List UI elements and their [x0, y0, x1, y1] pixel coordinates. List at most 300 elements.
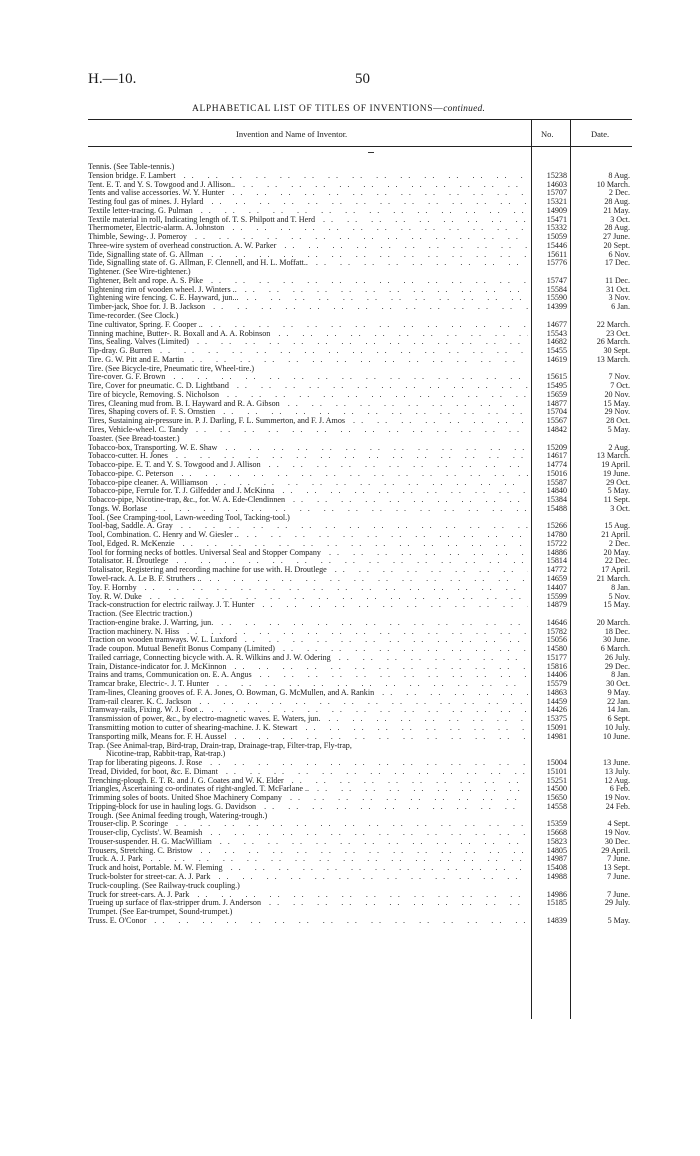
invention-title: Tires, Vehicle-wheel. C. Tandy .. ..: [88, 426, 528, 435]
patent-date: 6 March.: [600, 644, 630, 654]
table-header-rule: [88, 146, 632, 147]
column-header-date: Date.: [591, 129, 610, 139]
list-item: [0, 803, 700, 812]
invention-title: Transmitting motion to cutter of shearing-machine. J. K. Stewart .. ..: [88, 724, 528, 733]
list-item: [0, 277, 700, 286]
invention-title: Tide, Signalling state of. G. Allman, F. Clennell, and H. L. Moffatt.. .. ..: [88, 259, 528, 268]
list-item: [0, 864, 700, 873]
patent-number: 14772: [546, 565, 567, 575]
patent-date: 5 May.: [607, 915, 630, 925]
patent-number: 14909: [546, 205, 567, 215]
list-item: [0, 750, 700, 759]
patent-number: 14886: [546, 547, 567, 557]
list-item: [0, 286, 700, 295]
patent-number: 15321: [546, 197, 567, 207]
list-item: [0, 251, 700, 260]
patent-date: 5 May.: [607, 424, 630, 434]
page-number: 50: [355, 71, 370, 87]
invention-title: Tires, Shaping covers of. F. S. Ornstien .. ..: [88, 408, 528, 417]
patent-number: 14774: [546, 460, 567, 470]
patent-number: 15776: [546, 258, 567, 268]
invention-title: Testing foul gas of mines. J. Hylard .. ..: [88, 198, 528, 207]
patent-date: 21 April.: [601, 530, 630, 540]
patent-date: 19 Nov.: [604, 828, 630, 838]
patent-number: 15471: [546, 214, 567, 224]
patent-date: 27 June.: [603, 232, 630, 242]
list-item: [0, 330, 700, 339]
patent-number: 15016: [546, 468, 567, 478]
patent-number: 15599: [546, 591, 567, 601]
list-item: [0, 891, 700, 900]
column-header-invention: Invention and Name of Inventor.: [236, 129, 348, 139]
invention-title: Trenching-plough. E. T. R. and J. G. Coates and W. K. Elder .. ..: [88, 777, 528, 786]
invention-title: Trumpet. (See Ear-trumpet, Sound-trumpet.): [88, 908, 233, 917]
list-item: [0, 593, 700, 602]
list-item: [0, 216, 700, 225]
list-item: [0, 636, 700, 645]
patent-number: 15814: [546, 556, 567, 566]
invention-title: Trouser-clip. P. Scoringe .. ..: [88, 820, 528, 829]
invention-title: Tongs. W. Borlase .. ..: [88, 505, 528, 514]
patent-date: 2 Dec.: [608, 188, 630, 198]
list-item: [0, 847, 700, 856]
patent-number: 15251: [546, 775, 567, 785]
invention-title: Train, Distance-indicator for. J. McKinnon .. ..: [88, 663, 528, 672]
patent-number: 15615: [546, 372, 567, 382]
list-item: [0, 855, 700, 864]
list-item: [0, 628, 700, 637]
list-item: [0, 645, 700, 654]
list-item: [0, 181, 700, 190]
invention-title: Traction machinery. N. Hiss .. ..: [88, 628, 528, 637]
invention-title: Trailed carriage, Connecting bicycle with. A. R. Wilkins and J. W. Odering .. ..: [88, 654, 528, 663]
patent-number: 15004: [546, 758, 567, 768]
patent-date: 9 May.: [607, 687, 630, 697]
patent-number: 14986: [546, 889, 567, 899]
patent-date: 21 May.: [603, 205, 630, 215]
patent-date: 7 June.: [607, 872, 630, 882]
list-item: [0, 233, 700, 242]
patent-number: 14987: [546, 854, 567, 864]
patent-number: 15584: [546, 284, 567, 294]
list-item: [0, 294, 700, 303]
list-item: [0, 400, 700, 409]
patent-number: 14558: [546, 801, 567, 811]
invention-title: Traction on wooden tramways. W. L. Luxford .. ..: [88, 636, 528, 645]
patent-number: 15747: [546, 275, 567, 285]
list-item: [0, 505, 700, 514]
invention-title: Tins, Sealing. Valves (Limited) .. ..: [88, 338, 528, 347]
column-header-no: No.: [541, 129, 554, 139]
patent-number: 14426: [546, 705, 567, 715]
patent-number: 15446: [546, 240, 567, 250]
patent-number: 15722: [546, 538, 567, 548]
list-item: [0, 163, 700, 172]
invention-title: Textile material in roll, Indicating length of. T. S. Philpott and T. Herd .. ..: [88, 216, 528, 225]
patent-number: 14603: [546, 179, 567, 189]
invention-title: Tennis. (See Table-tennis.): [88, 163, 175, 171]
patent-date: 30 Oct.: [606, 679, 630, 689]
header-dash: [368, 152, 374, 153]
invention-title: Tramcar brake, Electric-. J. T. Hunter .. ..: [88, 680, 528, 689]
patent-date: 22 March.: [596, 319, 630, 329]
invention-title: Tire. (See Bicycle-tire, Pneumatic tire, Wheel-tire.): [88, 364, 255, 373]
patent-date: 28 Aug.: [604, 197, 630, 207]
patent-date: 12 Aug.: [604, 775, 630, 785]
patent-date: 29 Nov.: [604, 407, 630, 417]
patent-number: 15209: [546, 442, 567, 452]
list-item: [0, 566, 700, 575]
patent-date: 7 Nov.: [608, 372, 630, 382]
invention-title: Time-recorder. (See Clock.): [88, 312, 179, 321]
list-item: [0, 540, 700, 549]
patent-date: 10 March.: [596, 179, 630, 189]
patent-number: 15782: [546, 626, 567, 636]
invention-title: Totalisator, Registering and recording machine for use with. H. Droutlege .. ..: [88, 566, 528, 575]
patent-date: 5 Nov.: [608, 591, 630, 601]
list-item: [0, 198, 700, 207]
list-item: [0, 777, 700, 786]
invention-title: Tire-cover. G. F. Brown .. ..: [88, 373, 528, 382]
list-item: [0, 224, 700, 233]
patent-date: 21 March.: [596, 573, 630, 583]
patent-number: 15567: [546, 416, 567, 426]
invention-title: Truss. E. O'Conor .. ..: [88, 917, 528, 926]
caption-continued: continued.: [443, 104, 486, 114]
patent-number: 15455: [546, 346, 567, 356]
patent-date: 13 June.: [603, 758, 630, 768]
list-item: [0, 654, 700, 663]
invention-title: Toy. F. Hornby .. ..: [88, 584, 528, 593]
patent-number: 14617: [546, 451, 567, 461]
patent-number: 15266: [546, 521, 567, 531]
patent-date: 26 March.: [596, 337, 630, 347]
patent-number: 15579: [546, 679, 567, 689]
list-item: [0, 619, 700, 628]
list-item: [0, 242, 700, 251]
patent-number: 14988: [546, 872, 567, 882]
patent-date: 30 June.: [603, 635, 630, 645]
patent-date: 11 Dec.: [605, 275, 630, 285]
patent-date: 6 Nov.: [608, 249, 630, 259]
patent-number: 15101: [546, 766, 567, 776]
invention-title: Thermometer, Electric-alarm. A. Johnston .. ..: [88, 224, 528, 233]
list-item: [0, 733, 700, 742]
list-item: [0, 882, 700, 891]
invention-title: Tobacco-pipe cleaner. A. Williamson .. ..: [88, 479, 528, 488]
invention-title: Traction-engine brake. J. Warring, jun. .. ..: [88, 619, 528, 628]
list-item: [0, 829, 700, 838]
patent-date: 10 July.: [604, 723, 630, 732]
list-item: [0, 189, 700, 198]
list-item: [0, 768, 700, 777]
list-item: [0, 698, 700, 707]
invention-title: Timber-jack, Shoe for. J. B. Jackson .. ..: [88, 303, 528, 312]
invention-title: Tide, Signalling state of. G. Allman .. ..: [88, 251, 528, 260]
list-item: [0, 268, 700, 277]
invention-title: Trap. (See Animal-trap, Bird-trap, Drain-trap, Drainage-trap, Filter-trap, Fly-trap,: [88, 741, 352, 750]
patent-number: 15495: [546, 381, 567, 391]
patent-date: 29 April.: [601, 845, 630, 855]
patent-date: 15 Aug.: [604, 521, 630, 531]
patent-date: 6 Jan.: [611, 302, 630, 312]
patent-date: 19 April.: [601, 460, 630, 470]
patent-number: 14407: [546, 582, 567, 592]
patent-number: 14619: [546, 354, 567, 364]
invention-title: Tent. E. T. and Y. S. Towgood and J. Allison.. .. ..: [88, 181, 528, 190]
list-item: [0, 715, 700, 724]
patent-number: 14805: [546, 845, 567, 855]
invention-title: Truck-bolster for street-car. A. J. Park .. ..: [88, 873, 528, 882]
patent-date: 15 May.: [603, 600, 630, 610]
invention-title: Thimble, Sewing-. J. Pomeroy .. ..: [88, 233, 528, 242]
list-item: [0, 365, 700, 374]
patent-date: 8 Jan.: [611, 582, 630, 592]
patent-date: 20 Sept.: [603, 240, 630, 250]
invention-title: Track-construction for electric railway. J. T. Hunter .. ..: [88, 601, 528, 610]
patent-date: 13 March.: [596, 354, 630, 364]
patent-date: 13 March.: [596, 451, 630, 461]
patent-number: 15408: [546, 863, 567, 873]
list-item: [0, 759, 700, 768]
patent-date: 23 Oct.: [606, 328, 630, 338]
list-item: [0, 838, 700, 847]
invention-title: Tobacco-cutter. H. Jones .. ..: [88, 452, 528, 461]
patent-number: 14682: [546, 337, 567, 347]
patent-date: 20 March.: [596, 617, 630, 627]
list-item: [0, 470, 700, 479]
list-item: [0, 557, 700, 566]
patent-date: 18 Dec.: [604, 626, 630, 636]
patent-date: 5 May.: [607, 486, 630, 496]
invention-title: Toaster. (See Bread-toaster.): [88, 434, 180, 443]
invention-title: Textile letter-tracing. G. Pulman .. ..: [88, 207, 528, 216]
invention-title: Trouser-clip, Cyclists'. W. Beamish .. ..: [88, 829, 528, 838]
patent-date: 24 Feb.: [605, 801, 630, 811]
patent-number: 14459: [546, 696, 567, 706]
patent-number: 15332: [546, 223, 567, 233]
patent-number: 15091: [546, 723, 567, 732]
list-item: [0, 724, 700, 733]
invention-title: Truck and hoist, Portable. M. W. Fleming .. ..: [88, 864, 528, 873]
list-item: [0, 435, 700, 444]
list-item: [0, 259, 700, 268]
patent-number: 15587: [546, 477, 567, 487]
patent-number: 15816: [546, 661, 567, 671]
patent-date: 22 Dec.: [604, 556, 630, 566]
patent-number: 14780: [546, 530, 567, 540]
invention-title: Trade coupon. Mutual Benefit Bonus Company (Limited) .. ..: [88, 645, 528, 654]
patent-date: 8 Aug.: [608, 170, 630, 180]
invention-title: Tool for forming necks of bottles. Universal Seal and Stopper Company .. ..: [88, 549, 528, 558]
invention-title: Tool, Combination. C. Henry and W. Giesler .. .. ..: [88, 531, 528, 540]
patent-date: 20 May.: [603, 547, 630, 557]
invention-title: Tension bridge. F. Lambert .. ..: [88, 172, 528, 181]
invention-title: Tram-lines, Cleaning grooves of. F. A. Jones, O. Bowman, G. McMullen, and A. Rankin .. ..: [88, 689, 528, 698]
invention-title: Tire, Cover for pneumatic. C. D. Lightband .. ..: [88, 382, 528, 391]
list-item: [0, 172, 700, 181]
patent-date: 7 Oct.: [610, 381, 630, 391]
invention-title: Tram-rail clearer. K. C. Jackson .. ..: [88, 698, 528, 707]
list-item: [0, 452, 700, 461]
invention-title: Tripping-block for use in hauling logs. G. Davidson .. ..: [88, 803, 528, 812]
list-item: [0, 207, 700, 216]
invention-title: Tobacco-pipe, Ferrule for. T. J. Gilfedder and J. McKinna .. ..: [88, 487, 528, 496]
patent-date: 29 July.: [604, 898, 630, 908]
patent-date: 29 Oct.: [606, 477, 630, 487]
invention-title: Tire of bicycle, Removing. S. Nicholson .. ..: [88, 391, 528, 400]
invention-list: [0, 163, 700, 926]
patent-date: 28 Aug.: [604, 223, 630, 233]
patent-number: 15384: [546, 495, 567, 505]
patent-date: 19 Nov.: [604, 793, 630, 803]
invention-title: Tightening wire fencing. C. E. Hayward, jun... .. ..: [88, 294, 528, 303]
list-item: [0, 680, 700, 689]
patent-number: 15238: [546, 170, 567, 180]
list-item: [0, 899, 700, 908]
list-item: [0, 312, 700, 321]
invention-title: Tread, Divided, for boot, &c. E. Dimant .. ..: [88, 768, 528, 777]
invention-title: Trap for liberating pigeons. J. Rose .. ..: [88, 759, 528, 768]
list-item: [0, 391, 700, 400]
list-item: [0, 742, 700, 751]
patent-number: 14879: [546, 600, 567, 610]
patent-date: 30 Dec.: [604, 836, 630, 846]
patent-number: 14842: [546, 424, 567, 434]
list-item: [0, 584, 700, 593]
patent-number: 15359: [546, 819, 567, 829]
patent-number: 15059: [546, 232, 567, 242]
invention-title: Trouser-suspender. H. G. MacWilliam .. ..: [88, 838, 528, 847]
patent-number: 14877: [546, 398, 567, 408]
invention-title: Tool-bag, Saddle. A. Gray .. ..: [88, 522, 528, 531]
list-item: [0, 908, 700, 917]
patent-number: 14981: [546, 731, 567, 741]
list-item: [0, 373, 700, 382]
list-item: [0, 496, 700, 505]
list-item: [0, 873, 700, 882]
patent-date: 15 May.: [603, 398, 630, 408]
list-item: [0, 417, 700, 426]
list-item: [0, 347, 700, 356]
invention-title: Tobacco-pipe. C. Peterson .. ..: [88, 470, 528, 479]
patent-number: 14840: [546, 486, 567, 496]
patent-date: 7 June.: [607, 854, 630, 864]
patent-date: 30 Sept.: [603, 346, 630, 356]
list-item: [0, 426, 700, 435]
patent-date: 20 Nov.: [604, 389, 630, 399]
list-caption: [192, 104, 485, 114]
invention-title: Tinning machine, Butter-. R. Boxall and A. A. Robinson .. ..: [88, 330, 528, 339]
invention-title: Tramway-rails, Fixing. W. J. Foot .. .. ..: [88, 706, 528, 715]
patent-date: 22 Jan.: [607, 696, 630, 706]
patent-date: 3 Oct.: [610, 503, 630, 513]
invention-title: Transporting milk, Means for. F. H. Aussel .. ..: [88, 733, 528, 742]
list-item: [0, 820, 700, 829]
list-item: [0, 531, 700, 540]
patent-number: 15177: [546, 652, 567, 662]
patent-date: 6 Sept.: [607, 714, 630, 724]
patent-date: 31 Oct.: [606, 284, 630, 294]
patent-date: 29 Dec.: [604, 661, 630, 671]
list-item: [0, 382, 700, 391]
patent-date: 3 Nov.: [608, 293, 630, 303]
list-item: [0, 514, 700, 523]
invention-title: Toy. R. W. Duke .. ..: [88, 593, 528, 602]
patent-date: 10 June.: [603, 731, 630, 741]
patent-date: 11 Sept.: [603, 495, 630, 505]
patent-date: 28 Oct.: [606, 416, 630, 426]
invention-title: Nicotine-trap, Rabbit-trap, Rat-trap.): [106, 750, 226, 759]
invention-title: Tip-dray. G. Burren .. ..: [88, 347, 528, 356]
invention-title: Tine cultivator, Spring. F. Cooper .. .. ..: [88, 321, 528, 330]
patent-number: 15707: [546, 188, 567, 198]
invention-title: Tool. (See Cramping-tool, Lawn-weeding Tool, Tacking-tool.): [88, 513, 290, 522]
invention-title: Trousers, Stretching. C. Bristow .. ..: [88, 847, 528, 856]
list-item: [0, 663, 700, 672]
invention-title: Tobacco-pipe, Nicotine-trap, &c., for. W. A. Ede-Clendinnen .. ..: [88, 496, 528, 505]
patent-number: 14839: [546, 915, 567, 925]
patent-number: 14863: [546, 687, 567, 697]
invention-title: Tires, Sustaining air-pressure in. P. J. Darling, F. L. Summerton, and F. J. Amos .. ..: [88, 417, 528, 426]
patent-date: 17 Dec.: [604, 258, 630, 268]
list-item: [0, 610, 700, 619]
list-item: [0, 794, 700, 803]
patent-number: 15650: [546, 793, 567, 803]
patent-date: 2 Aug.: [608, 442, 630, 452]
list-item: [0, 706, 700, 715]
list-item: [0, 444, 700, 453]
patent-number: 15375: [546, 714, 567, 724]
patent-date: 13 Sept.: [603, 863, 630, 873]
invention-title: Truck-coupling. (See Railway-truck coupling.): [88, 881, 240, 890]
caption-main: ALPHABETICAL LIST OF TITLES OF INVENTIONS—: [192, 104, 444, 114]
list-item: [0, 671, 700, 680]
invention-title: Tool, Edged. R. McKenzie .. ..: [88, 540, 528, 549]
list-item: [0, 549, 700, 558]
patent-date: 26 July.: [604, 652, 630, 662]
patent-number: 14646: [546, 617, 567, 627]
list-item: [0, 487, 700, 496]
list-item: [0, 689, 700, 698]
patent-number: 15659: [546, 389, 567, 399]
invention-title: Tightening rim of wooden wheel. J. Winters .. .. ..: [88, 286, 528, 295]
invention-title: Tire. G. W. Pitt and E. Martin .. ..: [88, 356, 528, 365]
invention-title: Tobacco-box, Transporting. W. E. Shaw .. ..: [88, 444, 528, 453]
invention-title: Truck. A. J. Park .. ..: [88, 855, 528, 864]
patent-date: 3 Oct.: [610, 214, 630, 224]
invention-title: Traction. (See Electric traction.): [88, 610, 193, 619]
patent-date: 14 Jan.: [607, 705, 630, 715]
patent-number: 15056: [546, 635, 567, 645]
invention-title: Trains and trams, Communication on. E. A. Angus .. ..: [88, 671, 528, 680]
list-item: [0, 338, 700, 347]
patent-date: 17 April.: [601, 565, 630, 575]
patent-date: 4 Sept.: [607, 819, 630, 829]
invention-title: Tightener. (See Wire-tightener.): [88, 268, 191, 277]
invention-title: Tents and valise accessories. W. Y. Hunter .. ..: [88, 189, 528, 198]
patent-number: 14677: [546, 319, 567, 329]
invention-title: Truck for street-cars. A. J. Park .. ..: [88, 891, 528, 900]
invention-title: Tires, Cleaning mud from. B. I. Hayward and R. A. Gibson .. ..: [88, 400, 528, 409]
patent-date: 6 Feb.: [609, 784, 630, 794]
invention-title: Totalisator. H. Droutlege .. ..: [88, 557, 528, 566]
invention-title: Trimming soles of boots. United Shoe Machinery Company .. ..: [88, 794, 528, 803]
patent-number: 14500: [546, 784, 567, 794]
patent-number: 15611: [547, 249, 567, 259]
list-item: [0, 461, 700, 470]
list-item: [0, 479, 700, 488]
